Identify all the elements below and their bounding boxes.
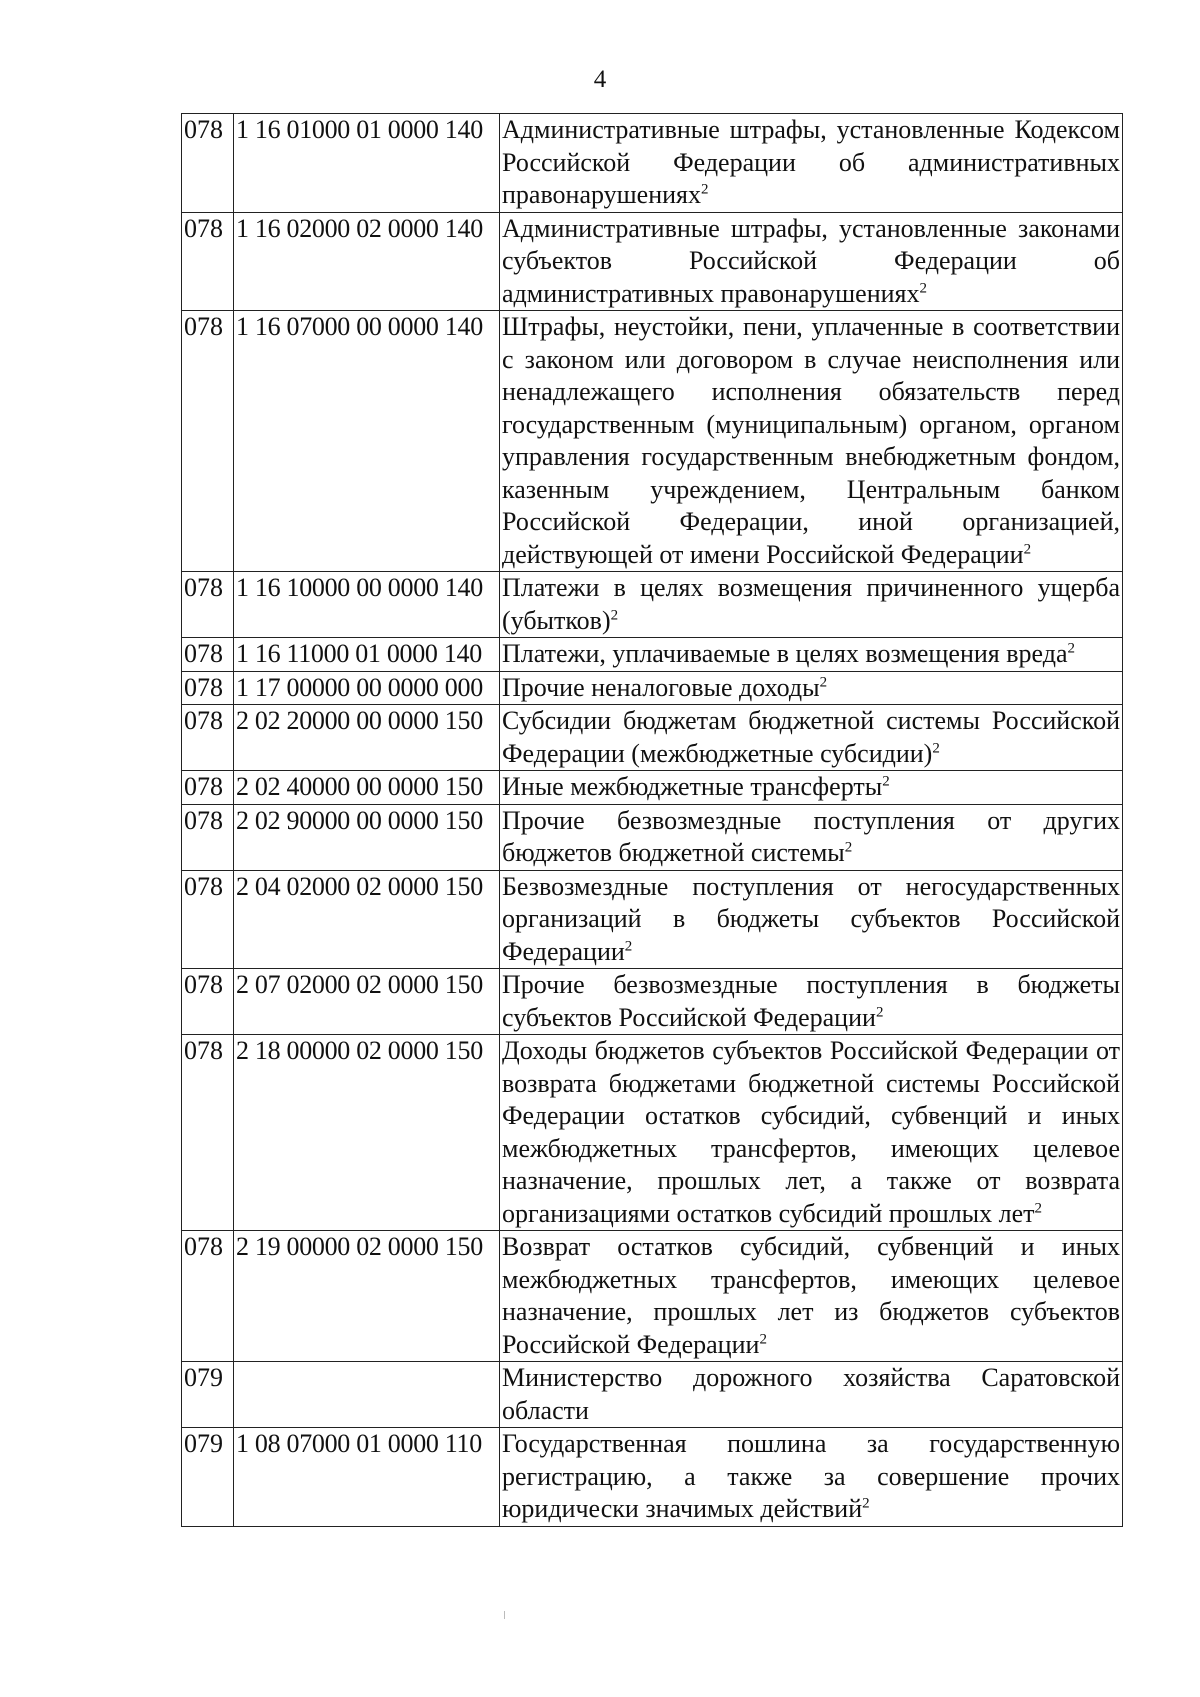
budget-code-cell: 1 16 07000 00 0000 140 [234, 311, 500, 572]
name-text: Прочие неналоговые доходы [502, 672, 820, 702]
name-text: Иные межбюджетные трансферты [502, 772, 883, 801]
footnote-marker: 2 [1067, 640, 1075, 657]
footnote-marker: 2 [882, 773, 890, 790]
name-cell [500, 671, 1123, 705]
name-text: Доходы бюджетов субъектов Российской Федерации от возврата бюджетами бюджетной системы Российской Федерации остатков субсидий, субвенций и иных межбюджетных трансфертов, имеющих целевое назначение, прошлых лет, а также от возврата организациями остатков субсидий прошлых лет [502, 1036, 1120, 1228]
table-row [182, 572, 1123, 638]
table-row [182, 1231, 1123, 1362]
name-text: Административные штрафы, установленные Кодексом Российской Федерации об административных правонарушениях [502, 115, 1120, 209]
admin-code-cell: 078 [182, 1231, 234, 1362]
name-text: Возврат остатков субсидий, субвенций и иных межбюджетных трансфертов, имеющих целевое назначение, прошлых лет из бюджетов субъектов Российской Федерации [502, 1232, 1120, 1359]
table-row [182, 969, 1123, 1035]
name-cell [500, 572, 1123, 638]
admin-code-cell: 079 [182, 1362, 234, 1428]
admin-code-cell: 078 [182, 638, 234, 672]
admin-code-cell: 078 [182, 771, 234, 805]
name-text: Министерство дорожного хозяйства Саратовской области [502, 1363, 1120, 1425]
budget-code-cell: 2 19 00000 02 0000 150 [234, 1231, 500, 1362]
admin-code-cell: 078 [182, 572, 234, 638]
name-cell [500, 1362, 1123, 1428]
table-row [182, 1362, 1123, 1428]
footnote-marker: 2 [919, 279, 927, 296]
footnote-marker: 2 [610, 606, 619, 623]
footnote-marker: 2 [1034, 1199, 1043, 1216]
footnote-marker: 2 [862, 1495, 870, 1512]
name-text: Государственная пошлина за государственную регистрацию, а также за совершение прочих юридически значимых действий [502, 1429, 1120, 1523]
name-cell [500, 870, 1123, 969]
name-cell [500, 212, 1123, 311]
name-cell [500, 1035, 1123, 1231]
budget-code-cell: 2 04 02000 02 0000 150 [234, 870, 500, 969]
table-row [182, 114, 1123, 213]
budget-code-cell [234, 1362, 500, 1428]
name-text: Субсидии бюджетам бюджетной системы Российской Федерации (межбюджетные субсидии) [502, 706, 1120, 768]
table-row [182, 705, 1123, 771]
scan-speck [504, 1611, 505, 1619]
budget-code-cell: 2 02 40000 00 0000 150 [234, 771, 500, 805]
budget-code-cell: 1 16 11000 01 0000 140 [234, 638, 500, 672]
admin-code-cell: 079 [182, 1428, 234, 1527]
footnote-marker: 2 [932, 739, 940, 756]
table-row [182, 311, 1123, 572]
admin-code-cell: 078 [182, 804, 234, 870]
name-cell [500, 1231, 1123, 1362]
budget-code-cell: 1 17 00000 00 0000 000 [234, 671, 500, 705]
table-row [182, 1035, 1123, 1231]
admin-code-cell: 078 [182, 870, 234, 969]
admin-code-cell: 078 [182, 705, 234, 771]
budget-code-cell: 2 18 00000 02 0000 150 [234, 1035, 500, 1231]
budget-code-cell: 1 16 01000 01 0000 140 [234, 114, 500, 213]
name-text: Безвозмездные поступления от негосударственных организаций в бюджеты субъектов Российской Федерации [502, 871, 1120, 966]
budget-code-cell: 1 16 10000 00 0000 140 [234, 572, 500, 638]
name-cell [500, 1428, 1123, 1527]
table-row [182, 771, 1123, 805]
table-row [182, 671, 1123, 705]
table-row [182, 870, 1123, 969]
footnote-marker: 2 [844, 839, 853, 856]
name-cell [500, 311, 1123, 572]
name-cell [500, 114, 1123, 213]
footnote-marker: 2 [819, 673, 828, 690]
footnote-marker: 2 [701, 181, 709, 198]
name-text: Прочие безвозмездные поступления от других бюджетов бюджетной системы [502, 805, 1120, 867]
budget-code-cell: 2 07 02000 02 0000 150 [234, 969, 500, 1035]
table-row [182, 212, 1123, 311]
admin-code-cell: 078 [182, 311, 234, 572]
budget-code-cell: 1 08 07000 01 0000 110 [234, 1428, 500, 1527]
table-row [182, 1428, 1123, 1527]
table-row [182, 638, 1123, 672]
name-cell [500, 969, 1123, 1035]
name-cell [500, 638, 1123, 672]
footnote-marker: 2 [1023, 540, 1032, 557]
footnote-marker: 2 [759, 1330, 767, 1347]
budget-code-cell: 2 02 20000 00 0000 150 [234, 705, 500, 771]
name-text: Платежи в целях возмещения причиненного ущерба (убытков) [502, 573, 1120, 635]
admin-code-cell: 078 [182, 212, 234, 311]
footnote-marker: 2 [624, 937, 633, 954]
name-text: Штрафы, неустойки, пени, уплаченные в соответствии с законом или договором в случае неисполнения или ненадлежащего исполнения обязательств перед государственным (муниципальным) органом, органом управления государственным внебюджетным фондом, казенным учреждением, Центральным банком Российской Федерации, иной организацией, действующей от имени Российской Федерации [502, 312, 1120, 569]
admin-code-cell: 078 [182, 1035, 234, 1231]
footnote-marker: 2 [875, 1003, 884, 1020]
admin-code-cell: 078 [182, 969, 234, 1035]
table-row [182, 804, 1123, 870]
name-cell [500, 771, 1123, 805]
name-text: Прочие безвозмездные поступления в бюджеты субъектов Российской Федерации [502, 970, 1120, 1032]
budget-code-cell: 1 16 02000 02 0000 140 [234, 212, 500, 311]
name-text: Платежи, уплачиваемые в целях возмещения вреда [502, 639, 1068, 668]
budget-code-cell: 2 02 90000 00 0000 150 [234, 804, 500, 870]
admin-code-cell: 078 [182, 114, 234, 213]
admin-code-cell: 078 [182, 671, 234, 705]
revenue-codes-table [181, 113, 1123, 1527]
name-cell [500, 705, 1123, 771]
name-text: Административные штрафы, установленные законами субъектов Российской Федерации об административных правонарушениях [502, 213, 1120, 308]
name-cell [500, 804, 1123, 870]
page-number: 4 [593, 66, 607, 93]
